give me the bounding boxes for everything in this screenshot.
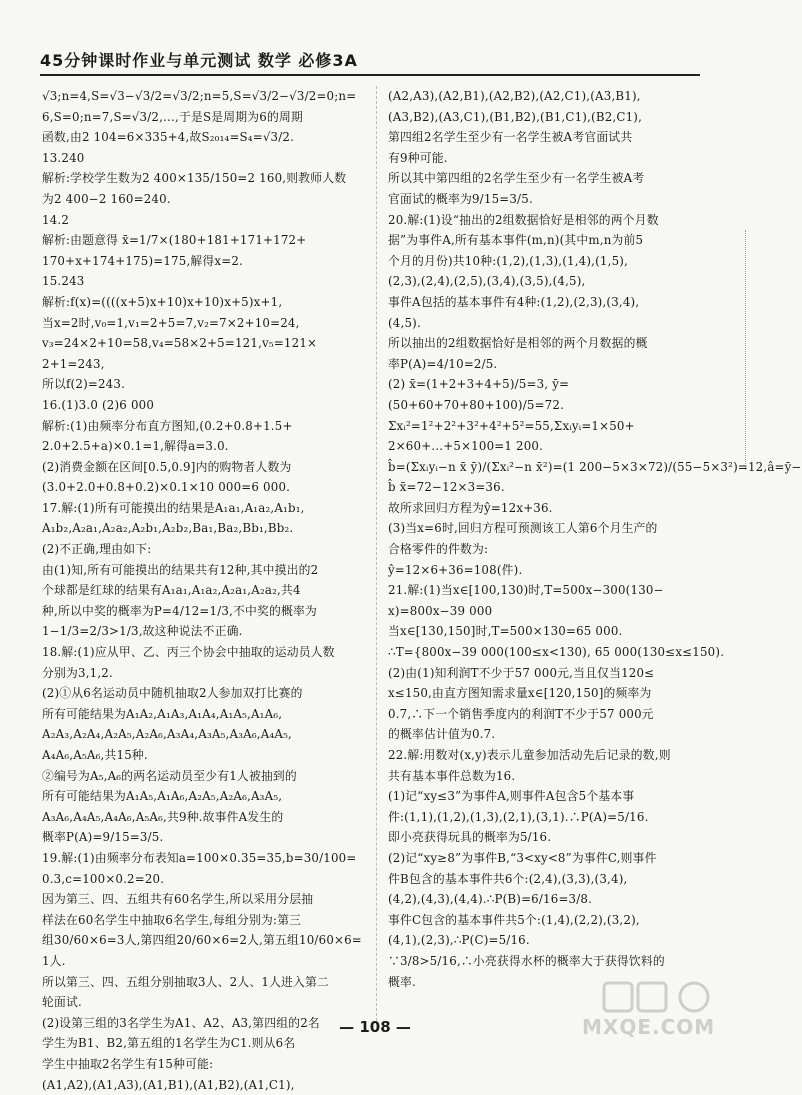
- text-line: (2)设第三组的3名学生为A1、A2、A3,第四组的2名: [42, 1013, 364, 1034]
- text-line: (2)由(1)知利润T不少于57 000元,当且仅当120≤: [388, 663, 706, 684]
- text-line: 件B包含的基本事件共6个:(2,4),(3,3),(3,4),: [388, 869, 706, 890]
- text-line: 所以f(2)=243.: [42, 374, 364, 395]
- text-line: 解析:学校学生数为2 400×135/150=2 160,则教师人数: [42, 168, 364, 189]
- text-line: 第四组2名学生至少有一名学生被A考官面试共: [388, 127, 706, 148]
- watermark-text: MXQE.COM: [582, 1015, 715, 1039]
- text-line: ∴T={800x−39 000(100≤x<130), 65 000(130≤x≤150).: [388, 642, 706, 663]
- text-line: A₃A₆,A₄A₅,A₄A₆,A₅A₆,共9种.故事件A发生的: [42, 807, 364, 828]
- text-line: 0.3,c=100×0.2=20.: [42, 869, 364, 890]
- text-line: 种,所以中奖的概率为P=4/12=1/3,不中奖的概率为: [42, 601, 364, 622]
- text-line: (2)记“xy≥8”为事件B,“3<xy<8”为事件C,则事件: [388, 848, 706, 869]
- text-line: 2+1=243,: [42, 354, 364, 375]
- text-line: (1)记“xy≤3”为事件A,则事件A包含5个基本事: [388, 786, 706, 807]
- text-line: 当x=2时,v₀=1,v₁=2+5=7,v₂=7×2+10=24,: [42, 313, 364, 334]
- text-line: ②编号为A₅,A₆的两名运动员至少有1人被抽到的: [42, 766, 364, 787]
- text-line: (2,3),(2,4),(2,5),(3,4),(3,5),(4,5),: [388, 271, 706, 292]
- text-line: (4,2),(4,3),(4,4).∴P(B)=6/16=3/8.: [388, 889, 706, 910]
- text-line: √3;n=4,S=√3−√3/2=√3/2;n=5,S=√3/2−√3/2=0;n=: [42, 86, 364, 107]
- text-line: 2×60+…+5×100=1 200.: [388, 436, 706, 457]
- text-line: 21.解:(1)当x∈[100,130)时,T=500x−300(130−: [388, 580, 706, 601]
- text-line: (50+60+70+80+100)/5=72.: [388, 395, 706, 416]
- text-line: x)=800x−39 000: [388, 601, 706, 622]
- text-line: 由(1)知,所有可能摸出的结果共有12种,其中摸出的2: [42, 560, 364, 581]
- text-line: 的概率估计值为0.7.: [388, 724, 706, 745]
- text-line: (4,5).: [388, 313, 706, 334]
- text-line: 共有基本事件总数为16.: [388, 766, 706, 787]
- text-line: 样法在60名学生中抽取6名学生,每组分别为:第三: [42, 910, 364, 931]
- text-line: (2)①从6名运动员中随机抽取2人参加双打比赛的: [42, 683, 364, 704]
- text-line: 学生中抽取2名学生有15种可能:: [42, 1054, 364, 1075]
- text-line: (A1,A2),(A1,A3),(A1,B1),(A1,B2),(A1,C1),: [42, 1075, 364, 1095]
- page-number: — 108 —: [0, 1018, 750, 1036]
- text-line: 170+x+174+175)=175,解得x=2.: [42, 251, 364, 272]
- text-line: 即小亮获得玩具的概率为5/16.: [388, 827, 706, 848]
- text-line: 13.240: [42, 148, 364, 169]
- text-line: (A3,B2),(A3,C1),(B1,B2),(B1,C1),(B2,C1),: [388, 107, 706, 128]
- text-line: Σxᵢ²=1²+2²+3²+4²+5²=55,Σxᵢyᵢ=1×50+: [388, 416, 706, 437]
- text-line: 因为第三、四、五组共有60名学生,所以采用分层抽: [42, 889, 364, 910]
- text-line: 概率.: [388, 972, 706, 993]
- binding-edge-mark: [739, 230, 746, 470]
- text-line: 17.解:(1)所有可能摸出的结果是A₁a₁,A₁a₂,A₁b₁,: [42, 498, 364, 519]
- text-line: 解析:(1)由频率分布直方图知,(0.2+0.8+1.5+: [42, 416, 364, 437]
- text-line: 所以其中第四组的2名学生至少有一名学生被A考: [388, 168, 706, 189]
- text-line: 件:(1,1),(1,2),(1,3),(2,1),(3,1).∴P(A)=5/16.: [388, 807, 706, 828]
- text-line: b̂ x̄=72−12×3=36.: [388, 477, 706, 498]
- text-line: 组30/60×6=3人,第四组20/60×6=2人,第五组10/60×6=: [42, 930, 364, 951]
- text-line: 个月的月份)共10种:(1,2),(1,3),(1,4),(1,5),: [388, 251, 706, 272]
- text-line: 20.解:(1)设“抽出的2组数据恰好是相邻的两个月数: [388, 210, 706, 231]
- text-line: 2.0+2.5+a)×0.1=1,解得a=3.0.: [42, 436, 364, 457]
- text-line: (2) x̄=(1+2+3+4+5)/5=3, ȳ=: [388, 374, 706, 395]
- text-line: 14.2: [42, 210, 364, 231]
- text-line: 个球都是红球的结果有A₁a₁,A₁a₂,A₂a₁,A₂a₂,共4: [42, 580, 364, 601]
- text-line: 解析:由题意得 x̄=1/7×(180+181+171+172+: [42, 230, 364, 251]
- text-line: 有9种可能.: [388, 148, 706, 169]
- text-line: b̂=(Σxᵢyᵢ−n x̄ ȳ)/(Σxᵢ²−n x̄²)=(1 200−5×3×72)/(55−5×3²)=12,â=ȳ−: [388, 457, 706, 478]
- text-line: (A2,A3),(A2,B1),(A2,B2),(A2,C1),(A3,B1),: [388, 86, 706, 107]
- left-column: [42, 86, 364, 1095]
- text-line: x≤150,由直方图知需求量x∈[120,150]的频率为: [388, 683, 706, 704]
- text-line: 所以第三、四、五组分别抽取3人、2人、1人进入第二: [42, 972, 364, 993]
- text-line: 函数,由2 104=6×335+4,故S₂₀₁₄=S₄=√3/2.: [42, 127, 364, 148]
- text-line: 1−1/3=2/3>1/3,故这种说法不正确.: [42, 621, 364, 642]
- column-divider: [376, 86, 378, 1021]
- text-line: v₃=24×2+10=58,v₄=58×2+5=121,v₅=121×: [42, 333, 364, 354]
- text-line: 事件C包含的基本事件共5个:(1,4),(2,2),(3,2),: [388, 910, 706, 931]
- text-line: (3.0+2.0+0.8+0.2)×0.1×10 000=6 000.: [42, 477, 364, 498]
- text-line: ŷ=12×6+36=108(件).: [388, 560, 706, 581]
- watermark: [582, 979, 732, 1039]
- text-line: 为2 400−2 160=240.: [42, 189, 364, 210]
- text-line: 0.7,∴下一个销售季度内的利润T不少于57 000元: [388, 704, 706, 725]
- text-line: A₁b₂,A₂a₁,A₂a₂,A₂b₁,A₂b₂,Ba₁,Ba₂,Bb₁,Bb₂.: [42, 518, 364, 539]
- text-line: 解析:f(x)=((((x+5)x+10)x+10)x+5)x+1,: [42, 292, 364, 313]
- text-line: A₂A₃,A₂A₄,A₂A₅,A₂A₆,A₃A₄,A₃A₅,A₃A₆,A₄A₅,: [42, 724, 364, 745]
- text-line: 所有可能结果为A₁A₅,A₁A₆,A₂A₅,A₂A₆,A₃A₅,: [42, 786, 364, 807]
- text-line: 6,S=0;n=7,S=√3/2,…,于是S是周期为6的周期: [42, 107, 364, 128]
- text-line: 18.解:(1)应从甲、乙、丙三个协会中抽取的运动员人数: [42, 642, 364, 663]
- text-line: 15.243: [42, 271, 364, 292]
- text-line: 19.解:(1)由频率分布表知a=100×0.35=35,b=30/100=: [42, 848, 364, 869]
- text-line: 当x∈[130,150]时,T=500×130=65 000.: [388, 621, 706, 642]
- text-line: 所有可能结果为A₁A₂,A₁A₃,A₁A₄,A₁A₅,A₁A₆,: [42, 704, 364, 725]
- right-column: [388, 86, 706, 992]
- text-line: 故所求回归方程为ŷ=12x+36.: [388, 498, 706, 519]
- text-line: 分别为3,1,2.: [42, 663, 364, 684]
- answer-logo-icon: [602, 979, 722, 1017]
- header-title: 45分钟课时作业与单元测试 数学 必修3A: [40, 48, 358, 71]
- text-line: 合格零件的件数为:: [388, 539, 706, 560]
- text-line: 率P(A)=4/10=2/5.: [388, 354, 706, 375]
- text-line: 1人.: [42, 951, 364, 972]
- text-line: 概率P(A)=9/15=3/5.: [42, 827, 364, 848]
- text-line: A₄A₆,A₅A₆,共15种.: [42, 745, 364, 766]
- text-line: 学生为B1、B2,第五组的1名学生为C1.则从6名: [42, 1033, 364, 1054]
- text-line: 事件A包括的基本事件有4种:(1,2),(2,3),(3,4),: [388, 292, 706, 313]
- text-line: 据”为事件A,所有基本事件(m,n)(其中m,n为前5: [388, 230, 706, 251]
- text-line: 官面试的概率为9/15=3/5.: [388, 189, 706, 210]
- page-header: [40, 48, 700, 76]
- text-line: 16.(1)3.0 (2)6 000: [42, 395, 364, 416]
- text-line: (2)消费金额在区间[0.5,0.9]内的购物者人数为: [42, 457, 364, 478]
- text-line: 轮面试.: [42, 992, 364, 1013]
- text-line: 22.解:用数对(x,y)表示儿童参加活动先后记录的数,则: [388, 745, 706, 766]
- text-line: (3)当x=6时,回归方程可预测该工人第6个月生产的: [388, 518, 706, 539]
- text-line: (2)不正确,理由如下:: [42, 539, 364, 560]
- text-line: ∵3/8>5/16,∴小亮获得水杯的概率大于获得饮料的: [388, 951, 706, 972]
- text-line: (4,1),(2,3),∴P(C)=5/16.: [388, 930, 706, 951]
- text-line: 所以抽出的2组数据恰好是相邻的两个月数据的概: [388, 333, 706, 354]
